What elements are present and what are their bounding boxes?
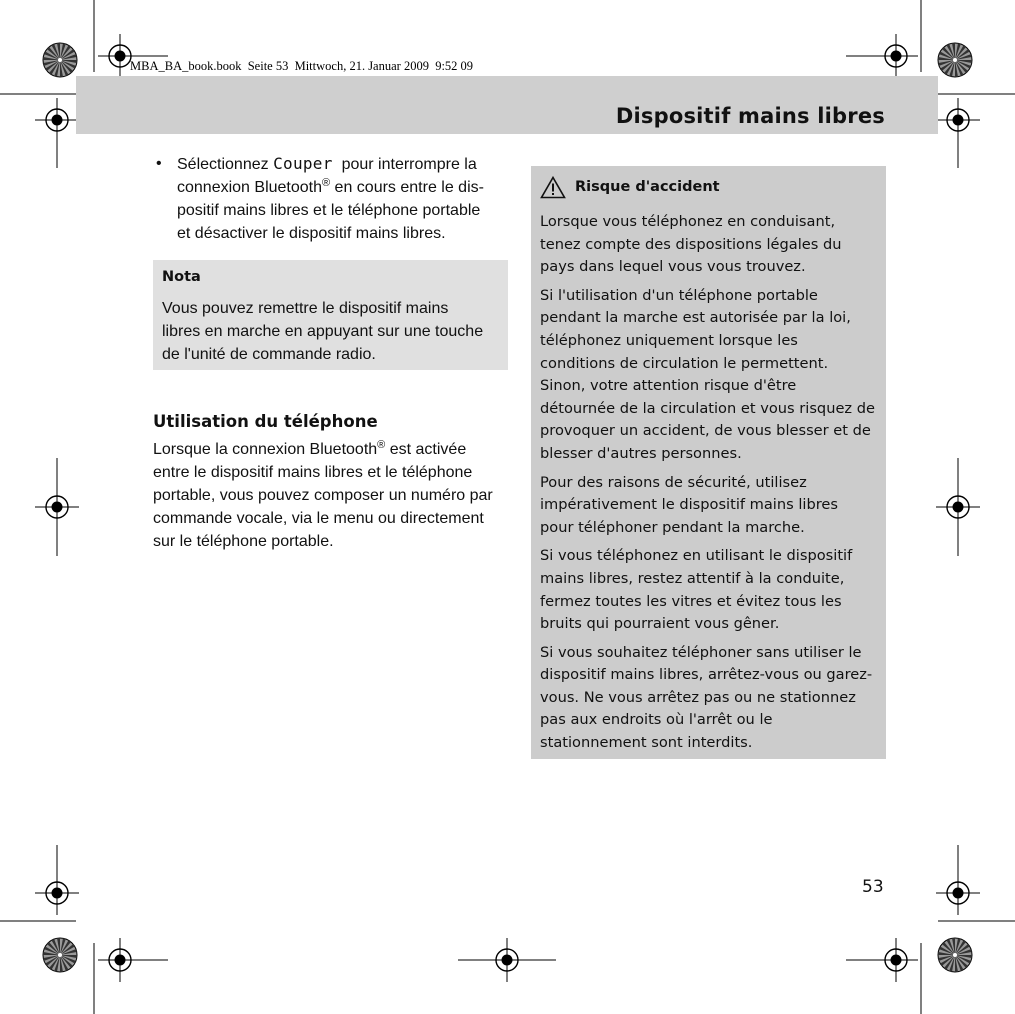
color-star-target-icon bbox=[43, 43, 77, 77]
registration-mark-icon bbox=[485, 938, 529, 982]
registration-mark-icon bbox=[874, 34, 918, 78]
section-line: portable, vous pouvez composer un numéro par bbox=[153, 487, 493, 504]
nota-line: de l'unité de commande radio. bbox=[162, 346, 376, 363]
warning-paragraph bbox=[540, 545, 880, 635]
warning-line: pendant la marche est autorisée par la loi, bbox=[540, 309, 851, 327]
bullet-line: et désactiver le dispositif mains libres. bbox=[177, 225, 446, 242]
section-line: Lorsque la connexion Bluetooth® est activée bbox=[153, 439, 467, 458]
section-heading: Utilisation du téléphone bbox=[153, 412, 378, 431]
registration-mark-icon bbox=[35, 871, 79, 915]
warning-paragraph bbox=[540, 211, 880, 279]
warning-line: provoquer un accident, de vous blesser et de bbox=[540, 422, 871, 440]
registration-mark-icon bbox=[936, 485, 980, 529]
registration-mark-icon bbox=[936, 871, 980, 915]
section-line: sur le téléphone portable. bbox=[153, 533, 334, 550]
warning-heading bbox=[540, 176, 880, 198]
registered-mark: ® bbox=[322, 177, 331, 189]
color-star-target-icon bbox=[938, 43, 972, 77]
bullet-dot-icon: • bbox=[156, 155, 162, 172]
color-star-target-icon bbox=[938, 938, 972, 972]
warning-line: dispositif mains libres, arrêtez-vous ou garez- bbox=[540, 666, 873, 684]
warning-box bbox=[531, 166, 886, 759]
warning-line: Si l'utilisation d'un téléphone portable bbox=[540, 286, 818, 304]
bullet-list bbox=[153, 152, 513, 245]
registration-mark-icon bbox=[98, 938, 142, 982]
warning-line: impérativement le dispositif mains libres bbox=[540, 496, 838, 514]
page-header-band bbox=[76, 76, 938, 134]
warning-triangle-icon bbox=[540, 176, 566, 199]
warning-paragraphs bbox=[540, 211, 880, 755]
warning-line: pas aux endroits où l'arrêt ou le bbox=[540, 711, 773, 729]
warning-line: Si vous souhaitez téléphoner sans utiliser le bbox=[540, 643, 862, 661]
registration-mark-icon bbox=[874, 938, 918, 982]
nota-line: libres en marche en appuyant sur une touche bbox=[162, 323, 484, 340]
section-line: entre le dispositif mains libres et le téléphone bbox=[153, 464, 473, 481]
warning-line: Lorsque vous téléphonez en conduisant, bbox=[540, 213, 836, 230]
warning-line: conditions de circulation le permettent. bbox=[540, 354, 829, 372]
warning-line: pour téléphoner pendant la marche. bbox=[540, 518, 805, 536]
bullet-line: connexion Bluetooth® en cours entre le dis- bbox=[177, 177, 484, 196]
warning-title: Risque d'accident bbox=[575, 178, 720, 195]
registered-mark: ® bbox=[377, 439, 386, 451]
page-title: Dispositif mains libres bbox=[615, 104, 885, 128]
menu-command-couper: Couper bbox=[273, 154, 333, 173]
page-number: 53 bbox=[862, 877, 884, 897]
color-star-target-icon bbox=[43, 938, 77, 972]
nota-title: Nota bbox=[162, 269, 201, 285]
section-body bbox=[153, 438, 513, 553]
registration-mark-icon bbox=[35, 485, 79, 529]
section-line: commande vocale, via le menu ou directement bbox=[153, 510, 484, 527]
registration-mark-icon bbox=[35, 98, 79, 142]
warning-line: tenez compte des dispositions légales du bbox=[540, 235, 842, 253]
nota-box bbox=[153, 260, 508, 370]
warning-paragraph bbox=[540, 472, 880, 540]
warning-line: mains libres, restez attentif à la conduite, bbox=[540, 569, 845, 587]
warning-line: Sinon, votre attention risque d'être bbox=[540, 377, 797, 395]
warning-line: bruits qui pourraient vous gêner. bbox=[540, 615, 780, 633]
warning-paragraph bbox=[540, 285, 880, 466]
warning-line: fermez toutes les vitres et évitez tous les bbox=[540, 592, 842, 610]
warning-line: Pour des raisons de sécurité, utilisez bbox=[540, 473, 807, 491]
print-crop-info: MBA_BA_book.book Seite 53 Mittwoch, 21. Januar 2009 9:52 09 bbox=[130, 59, 474, 73]
warning-line: vous. Ne vous arrêtez pas ou ne stationnez bbox=[540, 688, 856, 706]
warning-line: détournée de la circulation et vous risquez de bbox=[540, 399, 875, 417]
warning-paragraph bbox=[540, 642, 880, 755]
bullet-line: positif mains libres et le téléphone portable bbox=[177, 202, 481, 219]
warning-line: téléphonez uniquement lorsque les bbox=[540, 331, 798, 349]
list-item bbox=[153, 152, 513, 245]
warning-line: Si vous téléphonez en utilisant le dispositif bbox=[540, 547, 853, 565]
registration-mark-icon bbox=[936, 98, 980, 142]
warning-line: stationnement sont interdits. bbox=[540, 734, 753, 752]
bullet-line: Sélectionnez Couper pour interrompre la bbox=[177, 154, 477, 173]
warning-line: blesser d'autres personnes. bbox=[540, 444, 742, 462]
nota-line: Vous pouvez remettre le dispositif mains bbox=[162, 300, 449, 317]
warning-line: pays dans lequel vous vous trouvez. bbox=[540, 258, 806, 276]
